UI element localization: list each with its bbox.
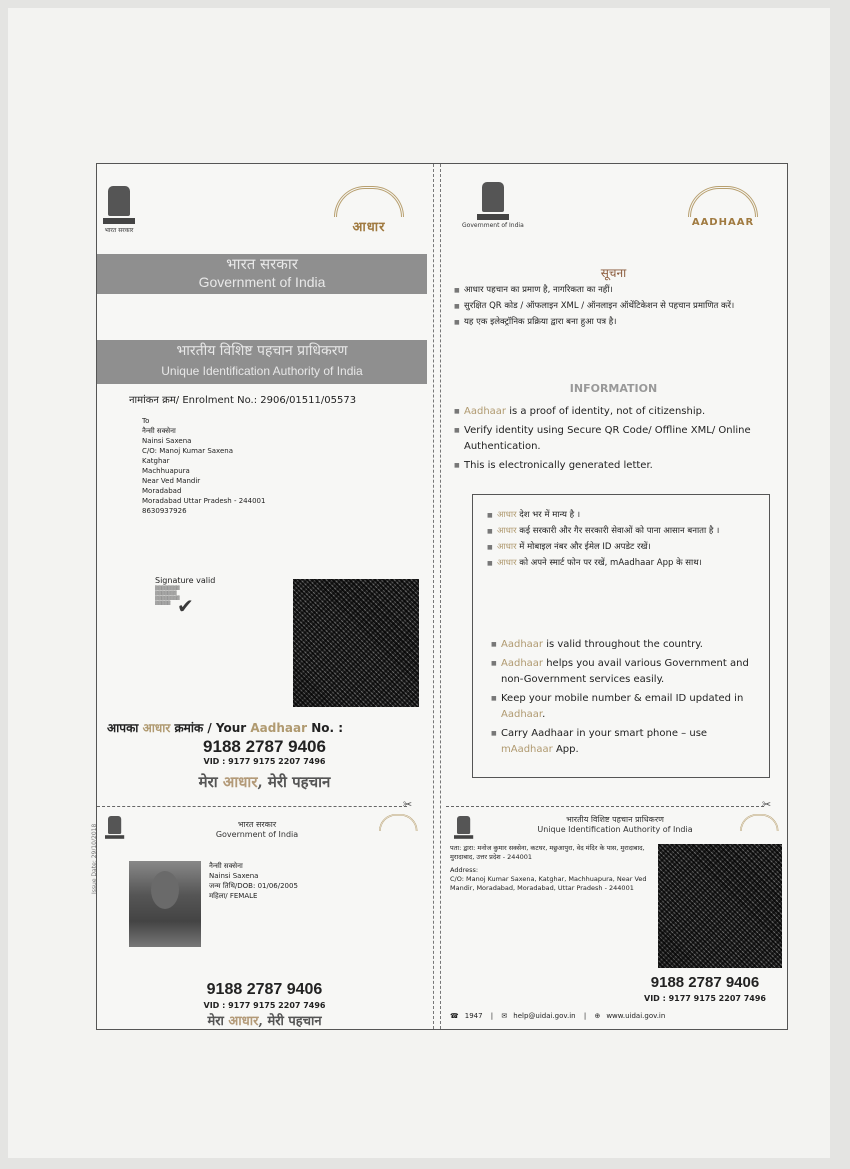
enrolment-number: नामांकन क्रम/ Enrolment No.: 2906/01511/05573 (129, 395, 357, 406)
card-title-hindi: भारतीय विशिष्ट पहचान प्राधिकरण (566, 815, 664, 824)
address-line: Machhuapura (142, 467, 190, 475)
information-item (454, 458, 782, 474)
globe-icon: ⊕ (594, 1012, 601, 1020)
aadhaar-logo-text: आधार (352, 220, 386, 235)
your-aadhaar-label (107, 719, 343, 736)
notice-title: सूचना (600, 266, 627, 280)
tip-item (491, 691, 761, 723)
scanned-page (8, 8, 830, 1158)
tagline (97, 772, 432, 792)
card-title-english: Government of India (215, 830, 299, 839)
item-text: Verify identity using Secure QR Code/ Offline XML/ Online Authentication. (464, 425, 751, 452)
item-text: में मोबाइल नंबर और ईमेल ID अपडेट रखें। (516, 542, 651, 552)
highlight: आधार (497, 510, 517, 520)
aadhaar-letter (91, 163, 788, 1030)
highlight: mAadhaar (501, 744, 553, 755)
cut-line (97, 806, 407, 807)
address-line: नैन्सी सक्सेना (142, 427, 176, 435)
highlight: आधार (497, 558, 517, 568)
card-qr-code (658, 844, 782, 968)
government-hindi: भारत सरकार (226, 255, 298, 273)
highlight: Aadhaar (501, 658, 544, 669)
label-part: No. : (307, 721, 344, 735)
tip-item (491, 726, 761, 758)
address-hindi: पता: द्वारा: मनोज कुमार सक्सेना, कटघर, मछुआपुरा, वेद मंदिर के पास, मुरादाबाद, मुरादाबाद, उत्तर प्रदेश - 244001 (450, 844, 645, 861)
item-text: helps you avail various Government and non-Government services easily. (501, 658, 749, 685)
label-part: Aadhaar (250, 721, 308, 735)
holder-name: Nainsi Saxena (209, 872, 259, 880)
item-text: is a proof of identity, not of citizenship. (506, 406, 706, 417)
phone-icon: ☎ (450, 1012, 459, 1020)
card-aadhaar-number: 9188 2787 9406 (206, 981, 323, 998)
emblem-caption: Government of India (462, 222, 524, 229)
cut-line (446, 806, 764, 807)
aadhaar-logo-icon (678, 186, 768, 228)
card-aadhaar-logo-icon (379, 814, 401, 831)
address-label: Address: (450, 866, 479, 874)
tagline-part: आधार (222, 773, 258, 791)
address-line: Moradabad (142, 487, 182, 495)
tip-item (491, 637, 761, 653)
letter-right-panel (440, 164, 787, 1029)
aadhaar-number: 9188 2787 9406 (203, 737, 326, 756)
national-emblem-icon (103, 186, 135, 234)
notice-item: ■ आधार पहचान का प्रमाण है, नागरिकता का नहीं। (454, 284, 774, 297)
recipient-address (142, 416, 265, 516)
item-text: is valid throughout the country. (543, 639, 703, 650)
qr-code (293, 579, 419, 707)
item-text: App. (552, 744, 579, 755)
holder-dob: जन्म तिथि/DOB: 01/06/2005 (209, 882, 298, 890)
tagline-part: , मेरी पहचान (257, 773, 331, 791)
card-vid-number: VID : 9177 9175 2207 7496 (203, 1001, 326, 1010)
uidai-band (97, 340, 427, 384)
card-holder-details (209, 861, 298, 901)
card-vid-number: VID : 9177 9175 2207 7496 (644, 994, 766, 1003)
tagline-part: मेरा (198, 773, 223, 791)
scissors-icon: ✂ (403, 798, 413, 811)
national-emblem-icon (462, 182, 524, 229)
email-icon: ✉ (501, 1012, 508, 1020)
signature-label: Signature valid (155, 576, 216, 585)
issue-date: Issue Date: 29/10/2018 (91, 823, 98, 894)
address-english: C/O: Manoj Kumar Saxena, Katghar, Machhuapura, Near Ved Mandir, Moradabad, Moradabad, Uttar Pradesh - 244001 (450, 875, 647, 892)
aadhaar-logo-icon (329, 186, 409, 235)
tips-english-list (491, 637, 761, 761)
aadhaar-tips-box (472, 494, 770, 778)
label-part: आधार (142, 721, 171, 735)
item-text: . (542, 709, 546, 720)
tip-item (487, 541, 757, 554)
holder-photo (129, 861, 201, 947)
address-line: Moradabad Uttar Pradesh - 244001 (142, 497, 266, 505)
signature-stamp-icon: ▒▒▒▒▒▒▒▒ ▒▒▒▒▒▒▒ ▒▒▒▒▒▒▒▒ ▒▒▒▒▒ (155, 585, 180, 605)
card-address (450, 844, 660, 893)
address-line: Nainsi Saxena (142, 437, 192, 445)
notice-item: ■ सुरक्षित QR कोड / ऑफलाइन XML / ऑनलाइन ऑथेंटिकेशन से पहचान प्रमाणित करें। (454, 300, 774, 313)
information-title: INFORMATION (569, 382, 658, 395)
card-title-hindi: भारत सरकार (237, 820, 277, 829)
label-part: आपका (107, 721, 143, 735)
address-line: Near Ved Mandir (142, 477, 201, 485)
divider: | (490, 1012, 494, 1020)
card-emblem-icon (105, 816, 124, 839)
address-line: C/O: Manoj Kumar Saxena (142, 447, 234, 455)
emblem-caption: भारत सरकार (104, 227, 134, 234)
item-text: This is electronically generated letter. (464, 460, 653, 471)
information-item (454, 404, 782, 420)
holder-name-hindi: नैन्सी सक्सेना (209, 862, 243, 870)
item-text: कई सरकारी और गैर सरकारी सेवाओं को पाना आसान बनाता है । (516, 526, 720, 536)
card-footer (450, 1012, 787, 1020)
tagline-part: मेरा (207, 1014, 229, 1029)
scissors-icon: ✂ (762, 798, 772, 811)
vid-number: VID : 9177 9175 2207 7496 (203, 757, 326, 766)
card-title-english: Unique Identification Authority of India (537, 825, 693, 834)
uidai-hindi: भारतीय विशिष्ट पहचान प्राधिकरण (176, 343, 348, 359)
holder-gender: महिला/ FEMALE (209, 892, 258, 900)
tip-item (487, 557, 757, 570)
address-line: 8630937926 (142, 507, 187, 515)
card-aadhaar-number: 9188 2787 9406 (650, 974, 760, 991)
notice-list (454, 284, 774, 332)
item-text: देश भर में मान्य है । (516, 510, 581, 520)
item-text: को अपने स्मार्ट फोन पर रखें, mAadhaar App के साथ। (516, 558, 702, 568)
checkmark-icon: ✔ (177, 594, 194, 618)
address-line: Katghar (142, 457, 170, 465)
label-part: क्रमांक / Your (170, 721, 251, 735)
government-english: Government of India (198, 274, 326, 290)
help-email: help@uidai.gov.in (513, 1012, 576, 1020)
tip-item (487, 525, 757, 538)
highlight: आधार (497, 526, 517, 536)
information-list (454, 404, 782, 477)
card-front-title (157, 819, 357, 839)
website: www.uidai.gov.in (606, 1012, 666, 1020)
tip-item (491, 656, 761, 688)
item-text: Carry Aadhaar in your smart phone – use (501, 728, 708, 739)
card-emblem-icon (454, 816, 473, 839)
highlight: Aadhaar (501, 639, 544, 650)
tip-item (487, 509, 757, 522)
helpline-number: 1947 (464, 1012, 483, 1020)
address-line: To (142, 417, 150, 425)
government-band (97, 254, 427, 294)
divider: | (583, 1012, 587, 1020)
uidai-english: Unique Identification Authority of India (161, 364, 363, 378)
card-tagline (97, 1011, 432, 1029)
tagline-part: आधार (228, 1014, 259, 1029)
tips-hindi-list (487, 509, 757, 573)
highlight: आधार (497, 542, 517, 552)
letter-left-panel (91, 164, 432, 1029)
card-back-title (500, 814, 730, 834)
tagline-part: , मेरी पहचान (258, 1014, 322, 1029)
information-item (454, 423, 782, 455)
highlight: Aadhaar (464, 406, 507, 417)
item-text: Keep your mobile number & email ID updated in (501, 693, 744, 704)
aadhaar-logo-text: AADHAAR (691, 217, 755, 228)
notice-item: ■ यह एक इलेक्ट्रॉनिक प्रक्रिया द्वारा बना हुआ पत्र है। (454, 316, 774, 329)
card-aadhaar-logo-icon (740, 814, 762, 831)
highlight: Aadhaar (501, 709, 543, 720)
